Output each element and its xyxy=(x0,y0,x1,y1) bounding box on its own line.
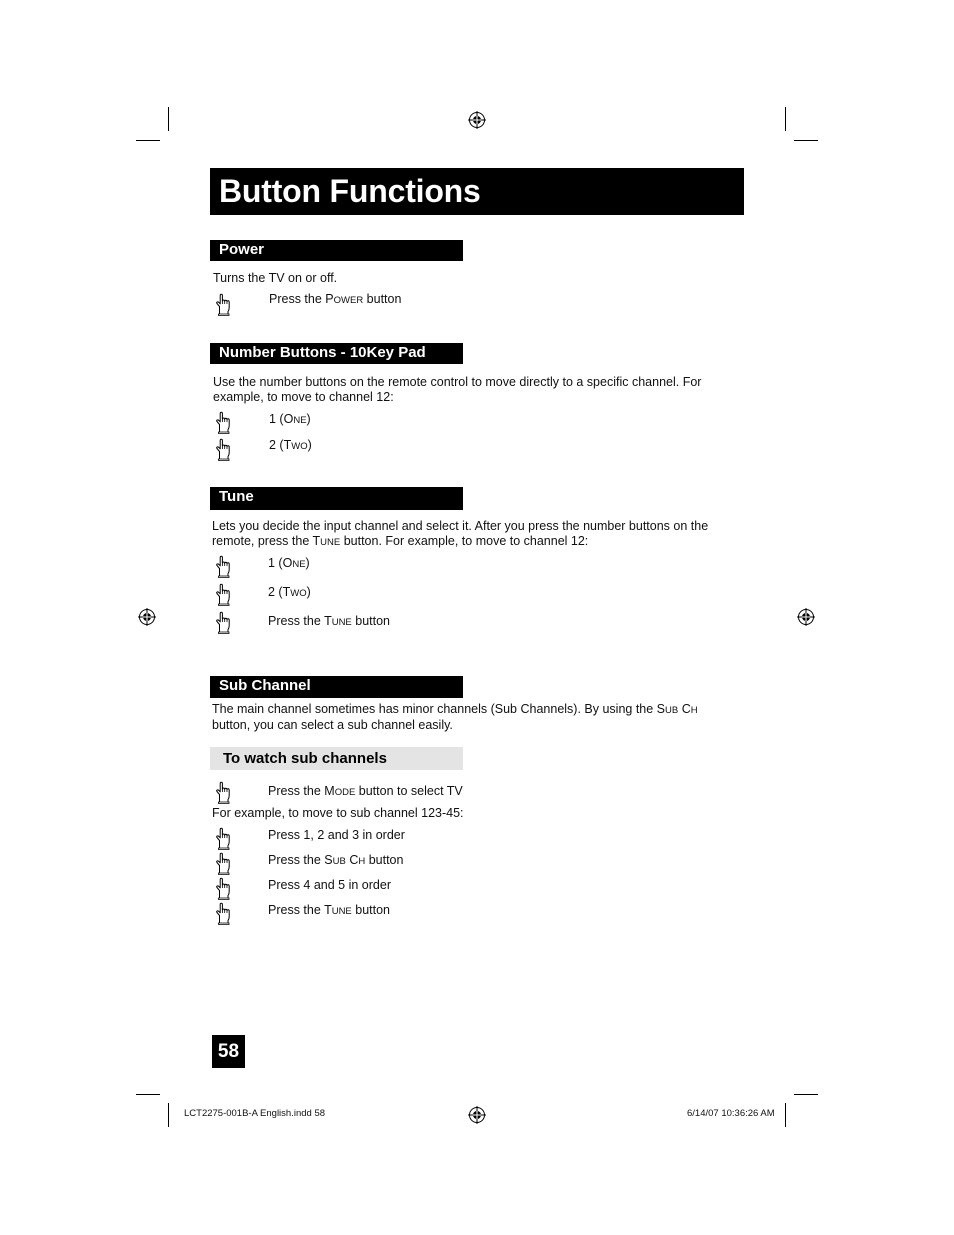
footer-file-info: LCT2275-001B-A English.indd 58 xyxy=(184,1108,326,1119)
crop-mark xyxy=(794,1094,818,1095)
finger-press-icon xyxy=(213,410,237,434)
footer-timestamp: 6/14/07 10:36:26 AM xyxy=(687,1108,775,1119)
section-heading-number-buttons xyxy=(210,343,463,364)
registration-mark-icon xyxy=(468,1106,486,1124)
page-number: 58 xyxy=(212,1035,245,1068)
finger-press-icon xyxy=(213,554,237,578)
subchannel-step-2: Press the SUB CH button xyxy=(268,853,404,867)
tune-step-1: 1 (ONE) xyxy=(268,556,310,570)
tune-intro: Lets you decide the input channel and select it. After you press the number buttons on the remote, press the TUNE button. For example, to move to channel 12: xyxy=(212,519,709,548)
finger-press-icon xyxy=(213,851,237,875)
subchannel-step-3: Press 4 and 5 in order xyxy=(268,878,391,892)
subchannel-intro: The main channel sometimes has minor channels (Sub Channels). By using the SUB CH button, you can select a sub channel easily. xyxy=(212,702,698,732)
finger-press-icon xyxy=(213,780,237,804)
section-heading-label: Sub Channel xyxy=(219,677,311,694)
subchannel-example: For example, to move to sub channel 123-45: xyxy=(212,806,464,820)
crop-mark xyxy=(785,107,786,131)
crop-mark xyxy=(785,1103,786,1127)
subchannel-step-1: Press 1, 2 and 3 in order xyxy=(268,828,405,842)
number-intro: Use the number buttons on the remote control to move directly to a specific channel. For example, to move to channel 12: xyxy=(213,375,702,404)
section-heading-label: Number Buttons - 10Key Pad xyxy=(219,344,426,361)
subsection-heading-watch-sub-channels xyxy=(210,747,463,770)
power-intro: Turns the TV on or off. xyxy=(213,271,338,285)
number-step-2: 2 (TWO) xyxy=(269,438,312,452)
crop-mark xyxy=(136,140,160,141)
section-heading-tune xyxy=(210,487,463,510)
registration-mark-icon xyxy=(797,608,815,626)
tune-step-2: 2 (TWO) xyxy=(268,585,311,599)
section-heading-label: Tune xyxy=(219,488,254,505)
page-title: Button Functions xyxy=(219,173,481,209)
finger-press-icon xyxy=(213,826,237,850)
registration-mark-icon xyxy=(138,608,156,626)
subchannel-step-mode: Press the MODE button to select TV xyxy=(268,784,463,798)
subchannel-step-4: Press the TUNE button xyxy=(268,903,390,917)
section-heading-power xyxy=(210,240,463,261)
registration-mark-icon xyxy=(468,111,486,129)
section-heading-label: Power xyxy=(219,241,265,258)
tune-step-3: Press the TUNE button xyxy=(268,614,390,628)
finger-press-icon xyxy=(213,292,237,316)
crop-mark xyxy=(794,140,818,141)
finger-press-icon xyxy=(213,901,237,925)
number-step-1: 1 (ONE) xyxy=(269,412,311,426)
crop-mark xyxy=(168,107,169,131)
finger-press-icon xyxy=(213,437,237,461)
finger-press-icon xyxy=(213,610,237,634)
crop-mark xyxy=(136,1094,160,1095)
section-heading-sub-channel xyxy=(210,676,463,698)
power-step: Press the POWER button xyxy=(269,292,402,306)
finger-press-icon xyxy=(213,582,237,606)
subsection-heading-label: To watch sub channels xyxy=(223,750,387,767)
page-title-bar xyxy=(210,168,744,215)
crop-mark xyxy=(168,1103,169,1127)
finger-press-icon xyxy=(213,876,237,900)
